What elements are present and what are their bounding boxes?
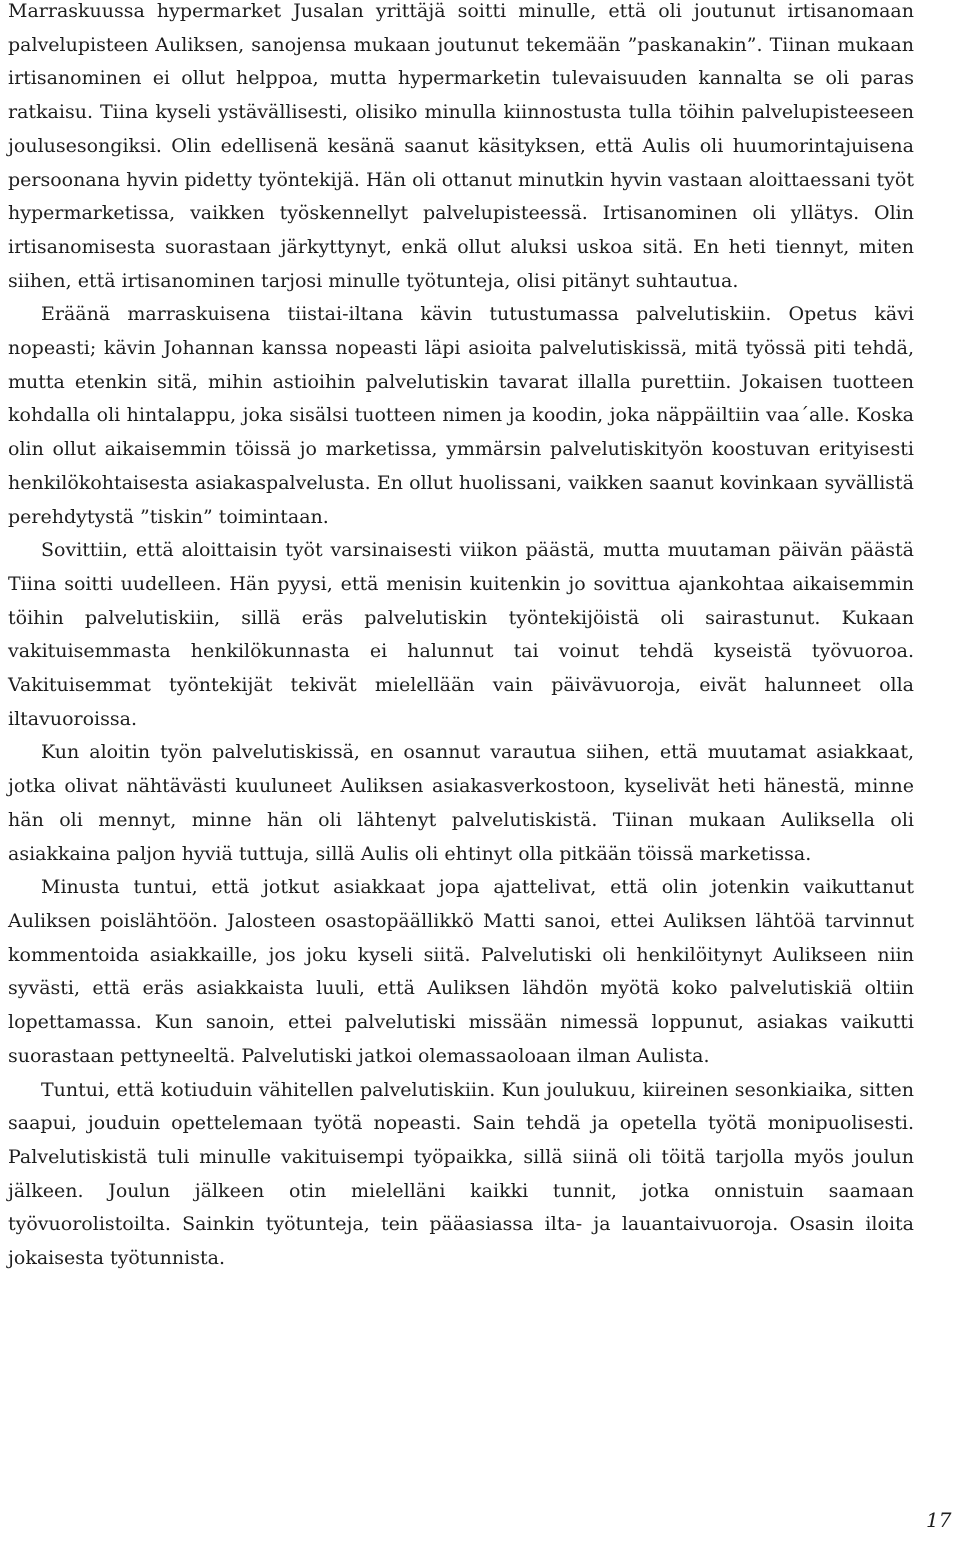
paragraph-1: Marraskuussa hypermarket Jusalan yrittäjä soitti minulle, että oli joutunut irtisanomaan palvelupisteen Auliksen, sanojensa mukaan joutunut tekemään ”paskanakin”. Tiinan mukaan irtisanominen ei ollut helppoa, mutta hypermarketin tulevaisuuden kannalta se oli paras ratkaisu. Tiina kyseli ystävällisesti, olisiko minulla kiinnostusta tulla töihin palvelupisteeseen joulusesongiksi. Olin edellisenä kesänä saanut käsityksen, että Aulis oli huumorintajuisena persoonana hyvin pidetty työntekijä. Hän oli ottanut minutkin hyvin vastaan aloittaessani työt hypermarketissa, vaikken työskennellyt palvelupisteessä. Irtisanominen oli yllätys. Olin irtisanomisesta suorastaan järkyttynyt, enkä ollut aluksi uskoa sitä. En heti tiennyt, miten siihen, että irtisanominen tarjosi minulle työtunteja, olisi pitänyt suhtautua. [8,0,914,292]
paragraph-4: Kun aloitin työn palvelutiskissä, en osannut varautua siihen, että muutamat asiakkaat, jotka olivat nähtävästi kuuluneet Auliksen asiakasverkostoon, kyselivät heti hänestä, minne hän oli mennyt, minne hän oli lähtenyt palvelutiskistä. Tiinan mukaan Auliksella oli asiakkaina paljon hyviä tuttuja, sillä Aulis oli ehtinyt olla pitkään töissä marketissa. [8,741,914,865]
paragraph-5: Minusta tuntui, että jotkut asiakkaat jopa ajattelivat, että olin jotenkin vaikuttanut Auliksen poislähtöön. Jalosteen osastopäällikkö Matti sanoi, ettei Auliksen lähtöä tarvinnut kommentoida asiakkaille, jos joku kyseli siitä. Palvelutiski oli henkilöitynyt Aulikseen niin syvästi, että eräs asiakkaista luuli, että Auliksen lähdön myötä koko palvelutiskiä oltiin lopettamassa. Kun sanoin, ettei palvelutiski missään nimessä loppunut, asiakas vaikutti suorastaan pettyneeltä. Palvelutiski jatkoi olemassaoloaan ilman Aulista. [8,876,914,1067]
paragraph-6: Tuntui, että kotiuduin vähitellen palvelutiskiin. Kun joulukuu, kiireinen sesonkiaika, sitten saapui, jouduin opettelemaan työtä nopeasti. Sain tehdä ja opetella työtä monipuolisesti. Palvelutiskistä tuli minulle vakituisempi työpaikka, sillä siinä oli töitä tarjolla myös joulun jälkeen. Joulun jälkeen otin mielelläni kaikki tunnit, jotka onnistuin saamaan työvuorolistoilta. Sainkin työtunteja, tein pääasiassa ilta- ja lauantaivuoroja. Osasin iloita jokaisesta työtunnista. [8,1078,914,1270]
page-number: 17 [926,1508,952,1532]
document-body [8,0,914,1276]
paragraph-2: Eräänä marraskuisena tiistai-iltana kävin tutustumassa palvelutiskiin. Opetus kävi nopeasti; kävin Johannan kanssa nopeasti läpi asioita palvelutiskissä, mitä työssä piti tehdä, mutta etenkin sitä, mihin astioihin palvelutiskin tavarat illalla purettiin. Jokaisen tuotteen kohdalla oli hintalappu, joka sisälsi tuotteen nimen ja koodin, joka näppäiltiin vaa´alle. Koska olin ollut aikaisemmin töissä jo marketissa, ymmärsin palvelutiskityön koostuvan erityisesti henkilökohtaisesta asiakaspalvelusta. En ollut huolissani, vaikken saanut kovinkaan syvällistä perehdytystä ”tiskin” toimintaan. [8,303,914,528]
paragraph-3: Sovittiin, että aloittaisin työt varsinaisesti viikon päästä, mutta muutaman päivän päästä Tiina soitti uudelleen. Hän pyysi, että menisin kuitenkin jo sovittua ajankohtaa aikaisemmin töihin palvelutiskiin, sillä eräs palvelutiskin työntekijöistä oli sairastunut. Kukaan vakituisemmasta henkilökunnasta ei halunnut tai voinut tehdä kyseistä työvuoroa. Vakituisemmat työntekijät tekivät mielellään vain päivävuoroja, eivät halunneet olla iltavuoroissa. [8,539,914,730]
